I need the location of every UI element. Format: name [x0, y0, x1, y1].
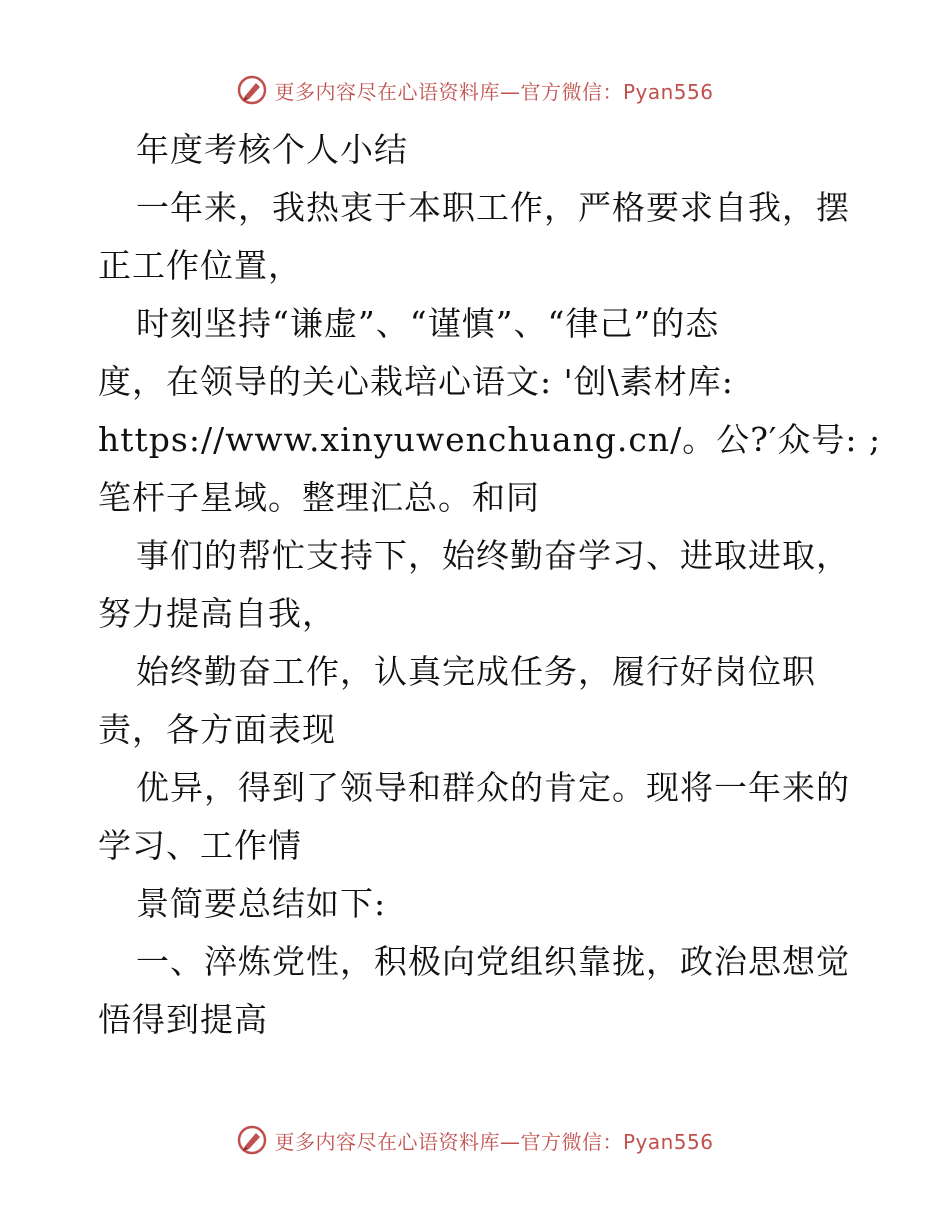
- watermark-text: 更多内容尽在心语资料库—官方微信：Pyan556: [274, 79, 714, 104]
- paragraph-line: 景简要总结如下:: [136, 884, 387, 923]
- paragraph-line: 笔杆子星域。整理汇总。和同: [98, 478, 540, 517]
- paragraph-line: 事们的帮忙支持下，始终勤奋学习、进取进取，: [136, 536, 850, 575]
- paragraph-line: 悟得到提高: [98, 1000, 268, 1039]
- paragraph-line: 努力提高自我，: [98, 594, 336, 633]
- paragraph-line: 一年来，我热衷于本职工作，严格要求自我，摆: [136, 188, 850, 227]
- document-body: [98, 121, 882, 1049]
- header-watermark: [0, 70, 950, 110]
- footer-watermark: [0, 1120, 950, 1160]
- paragraph-line: 责，各方面表现: [98, 710, 336, 749]
- document-title: 年度考核个人小结: [136, 130, 408, 169]
- paragraph-line: 时刻坚持“谦虚”、“谨慎”、“律己”的态: [136, 304, 720, 343]
- paragraph-line: https://www.xinyuwenchuang.cn/。公?′众号: ;: [98, 420, 882, 459]
- paragraph-line: 正工作位置，: [98, 246, 302, 285]
- paragraph-line: 始终勤奋工作，认真完成任务，履行好岗位职: [136, 652, 816, 691]
- paragraph-line: 优异，得到了领导和群众的肯定。现将一年来的: [136, 768, 850, 807]
- paragraph-line: 一、淬炼党性，积极向党组织靠拢，政治思想觉: [136, 942, 850, 981]
- pen-logo-icon: [236, 1124, 268, 1156]
- paragraph-line: 学习、工作情: [98, 826, 302, 865]
- pen-logo-icon: [236, 74, 268, 106]
- paragraph-line: 度，在领导的关心栽培心语文: '创\素材库:: [98, 362, 734, 401]
- watermark-text: 更多内容尽在心语资料库—官方微信：Pyan556: [274, 1129, 714, 1154]
